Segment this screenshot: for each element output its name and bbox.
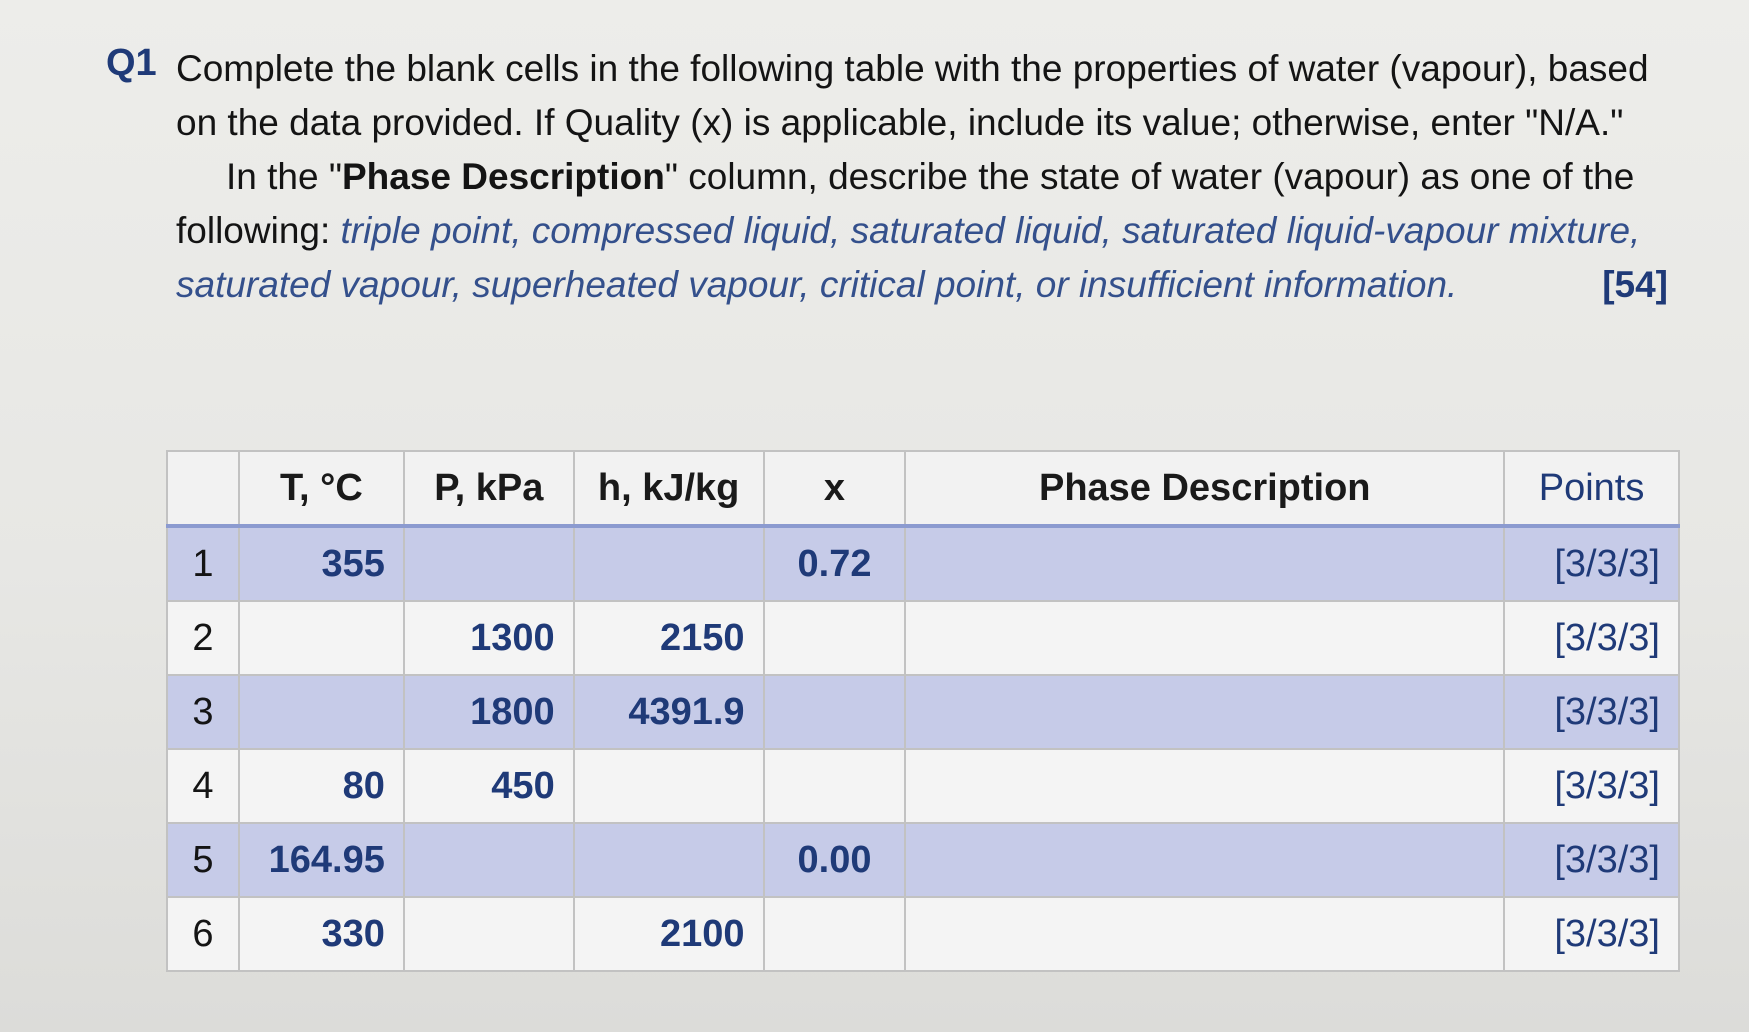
pressure-cell[interactable] xyxy=(404,823,574,897)
quality-cell[interactable]: 0.00 xyxy=(764,823,906,897)
enthalpy-cell[interactable] xyxy=(574,526,764,601)
table-row xyxy=(167,823,1679,897)
points-cell: [3/3/3] xyxy=(1504,526,1679,601)
temperature-cell[interactable]: 80 xyxy=(239,749,404,823)
header-points: Points xyxy=(1504,451,1679,526)
phase-description-cell[interactable] xyxy=(905,601,1504,675)
question-paragraph-1: Complete the blank cells in the following table with the properties of water (vapour), based on the data provided. If Quality (x) is applicable, include its value; otherwise, enter "N/A." xyxy=(176,48,1649,143)
phase-description-cell[interactable] xyxy=(905,823,1504,897)
table-row xyxy=(167,601,1679,675)
enthalpy-cell[interactable] xyxy=(574,823,764,897)
enthalpy-cell[interactable]: 2100 xyxy=(574,897,764,971)
row-number: 6 xyxy=(167,897,239,971)
header-quality: x xyxy=(764,451,906,526)
points-cell: [3/3/3] xyxy=(1504,897,1679,971)
header-phase-description: Phase Description xyxy=(905,451,1504,526)
enthalpy-cell[interactable]: 4391.9 xyxy=(574,675,764,749)
pressure-cell[interactable]: 450 xyxy=(404,749,574,823)
question-text xyxy=(176,42,1676,312)
phase-options-list: triple point, compressed liquid, saturated liquid, saturated liquid-vapour mixture, saturated vapour, superheated vapour, critical point, or insufficient information. xyxy=(176,210,1641,305)
temperature-cell[interactable] xyxy=(239,601,404,675)
para2-prefix: In the " xyxy=(226,156,342,197)
header-index xyxy=(167,451,239,526)
phase-description-cell[interactable] xyxy=(905,675,1504,749)
quality-cell[interactable]: 0.72 xyxy=(764,526,906,601)
temperature-cell[interactable]: 355 xyxy=(239,526,404,601)
row-number: 5 xyxy=(167,823,239,897)
question-paragraph-2 xyxy=(176,150,1676,312)
properties-table-container xyxy=(166,450,1680,972)
question-number: Q1 xyxy=(106,42,157,84)
quality-cell[interactable] xyxy=(764,749,906,823)
quality-cell[interactable] xyxy=(764,897,906,971)
row-number: 2 xyxy=(167,601,239,675)
total-marks: [54] xyxy=(1602,264,1668,305)
enthalpy-cell[interactable] xyxy=(574,749,764,823)
pressure-cell[interactable] xyxy=(404,897,574,971)
quality-cell[interactable] xyxy=(764,601,906,675)
table-row xyxy=(167,897,1679,971)
enthalpy-cell[interactable]: 2150 xyxy=(574,601,764,675)
header-temperature: T, °C xyxy=(239,451,404,526)
header-pressure: P, kPa xyxy=(404,451,574,526)
table-row xyxy=(167,675,1679,749)
points-cell: [3/3/3] xyxy=(1504,749,1679,823)
para2-bold-term: Phase Description xyxy=(342,156,665,197)
points-cell: [3/3/3] xyxy=(1504,601,1679,675)
para2-mid: " column, describe the state of water (vapour) as one of the following: xyxy=(176,156,1635,251)
temperature-cell[interactable]: 164.95 xyxy=(239,823,404,897)
phase-description-cell[interactable] xyxy=(905,749,1504,823)
table-row xyxy=(167,749,1679,823)
temperature-cell[interactable]: 330 xyxy=(239,897,404,971)
table-row xyxy=(167,526,1679,601)
temperature-cell[interactable] xyxy=(239,675,404,749)
phase-description-cell[interactable] xyxy=(905,897,1504,971)
row-number: 3 xyxy=(167,675,239,749)
row-number: 4 xyxy=(167,749,239,823)
pressure-cell[interactable]: 1300 xyxy=(404,601,574,675)
points-cell: [3/3/3] xyxy=(1504,675,1679,749)
row-number: 1 xyxy=(167,526,239,601)
points-cell: [3/3/3] xyxy=(1504,823,1679,897)
properties-table xyxy=(166,450,1680,972)
pressure-cell[interactable] xyxy=(404,526,574,601)
table-header-row xyxy=(167,451,1679,526)
quality-cell[interactable] xyxy=(764,675,906,749)
phase-description-cell[interactable] xyxy=(905,526,1504,601)
pressure-cell[interactable]: 1800 xyxy=(404,675,574,749)
header-enthalpy: h, kJ/kg xyxy=(574,451,764,526)
